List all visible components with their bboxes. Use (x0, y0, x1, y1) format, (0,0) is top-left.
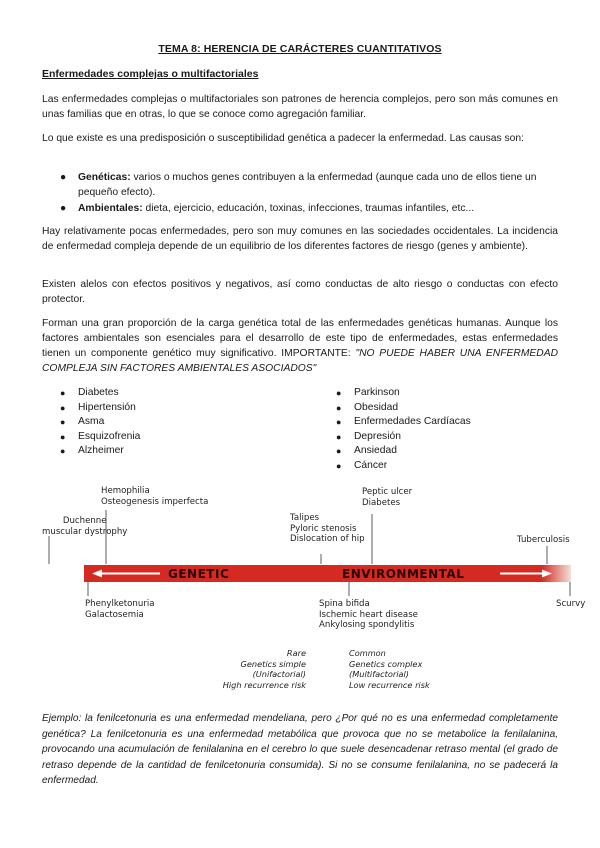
important-text: Forman una gran proporción de la carga genética total de las enfermedades genéticas humanas. Aunque los factores ambientales son esenciales para el desarrollo de este tipo de enfermedades, estas enfermedades tienen un componente genético muy significativo. IMPORTANTE: (42, 318, 558, 359)
section-subtitle: Enfermedades complejas o multifactoriales (42, 68, 259, 80)
spectrum-bar-graphic (36, 478, 576, 698)
bullet-icon: ● (60, 203, 67, 214)
list-item: ● Diabetes (60, 386, 140, 401)
legend-common: Common Genetics complex (Multifactorial) Low recurrence risk (349, 648, 430, 690)
list-item: ● Asma (60, 415, 140, 430)
list-item: ● Enfermedades Cardíacas (336, 415, 471, 430)
label-scurvy: Scurvy (556, 599, 586, 609)
legend-rare: Rare Genetics simple (Unifactorial) High recurrence risk (222, 648, 306, 690)
page-title: TEMA 8: HERENCIA DE CARÁCTERES CUANTITATIVOS (158, 43, 442, 55)
cause-item-environmental (60, 201, 558, 216)
cause-text: dieta, ejercicio, educación, toxinas, infecciones, traumas infantiles, etc... (142, 203, 475, 214)
list-item: ● Hipertensión (60, 401, 140, 416)
disease-list-left (60, 386, 140, 459)
paragraph-important (42, 316, 558, 376)
list-item: ● Depresión (336, 430, 471, 445)
bullet-icon: ● (60, 172, 67, 183)
label-phenylketonuria: Phenylketonuria Galactosemia (85, 599, 155, 620)
bar-label-genetic: GENETIC (168, 567, 230, 581)
bar-label-environmental: ENVIRONMENTAL (342, 567, 465, 581)
cause-label: Genéticas: (78, 172, 131, 183)
label-haemophilia: Hemophilia Osteogenesis imperfecta (101, 486, 209, 507)
label-talipes: Talipes Pyloric stenosis Dislocation of hip (290, 513, 365, 544)
list-item: ● Obesidad (336, 401, 471, 416)
list-item: ● Esquizofrenia (60, 430, 140, 445)
cause-label: Ambientales: (78, 203, 143, 214)
list-item: ● Ansiedad (336, 444, 471, 459)
genetic-environmental-figure (36, 478, 586, 698)
cause-item-genetic (60, 170, 558, 200)
paragraph-incidence: Hay relativamente pocas enfermedades, pero son muy comunes en las sociedades occidentales. La incidencia de enfermedad compleja depende de un equilibrio de los diferentes factores de riesgo (genes y ambiente). (42, 226, 558, 252)
list-item: ● Cáncer (336, 459, 471, 474)
label-duchenne: Duchenne muscular dystrophy (42, 516, 128, 537)
list-item: ● Alzheimer (60, 444, 140, 459)
list-item: ● Parkinson (336, 386, 471, 401)
cause-text: varios o muchos genes contribuyen a la enfermedad (aunque cada uno de ellos tiene un pequeño efecto). (78, 172, 537, 198)
label-peptic-ulcer: Peptic ulcer Diabetes (362, 487, 413, 508)
label-tuberculosis: Tuberculosis (517, 535, 570, 545)
paragraph-alleles: Existen alelos con efectos positivos y negativos, así como conductas de alto riesgo o conductas con efecto protector. (42, 279, 558, 305)
disease-list-right (336, 386, 471, 474)
label-spina-bifida: Spina bifida Ischemic heart disease Ankylosing spondylitis (319, 599, 418, 630)
important-quote: "NO PUEDE HABER UNA ENFERMEDAD COMPLEJA SIN FACTORES AMBIENTALES ASOCIADOS" (42, 348, 558, 374)
example-paragraph: Ejemplo: la fenilcetonuria es una enfermedad mendeliana, pero ¿Por qué no es una enfermedad completamente genética? La fenilcetonuria es una enfermedad metabólica que provoca que no se metabolice la fenilalanina, provocando una acumulación de fenilalanina en el cerebro lo que suele desencadenar retraso mental (el grado de retraso depende de la cantidad de fenilcetonuria consumida). Si no se consume fenilalanina, no se padecerá la enfermedad. (42, 713, 558, 786)
paragraph-intro: Las enfermedades complejas o multifactoriales son patrones de herencia complejos, pero son más comunes en unas familias que en otras, lo que se conoce como agregación familiar. (42, 94, 558, 120)
paragraph-predisposition: Lo que existe es una predisposición o susceptibilidad genética a padecer la enfermedad. Las causas son: (42, 133, 524, 144)
